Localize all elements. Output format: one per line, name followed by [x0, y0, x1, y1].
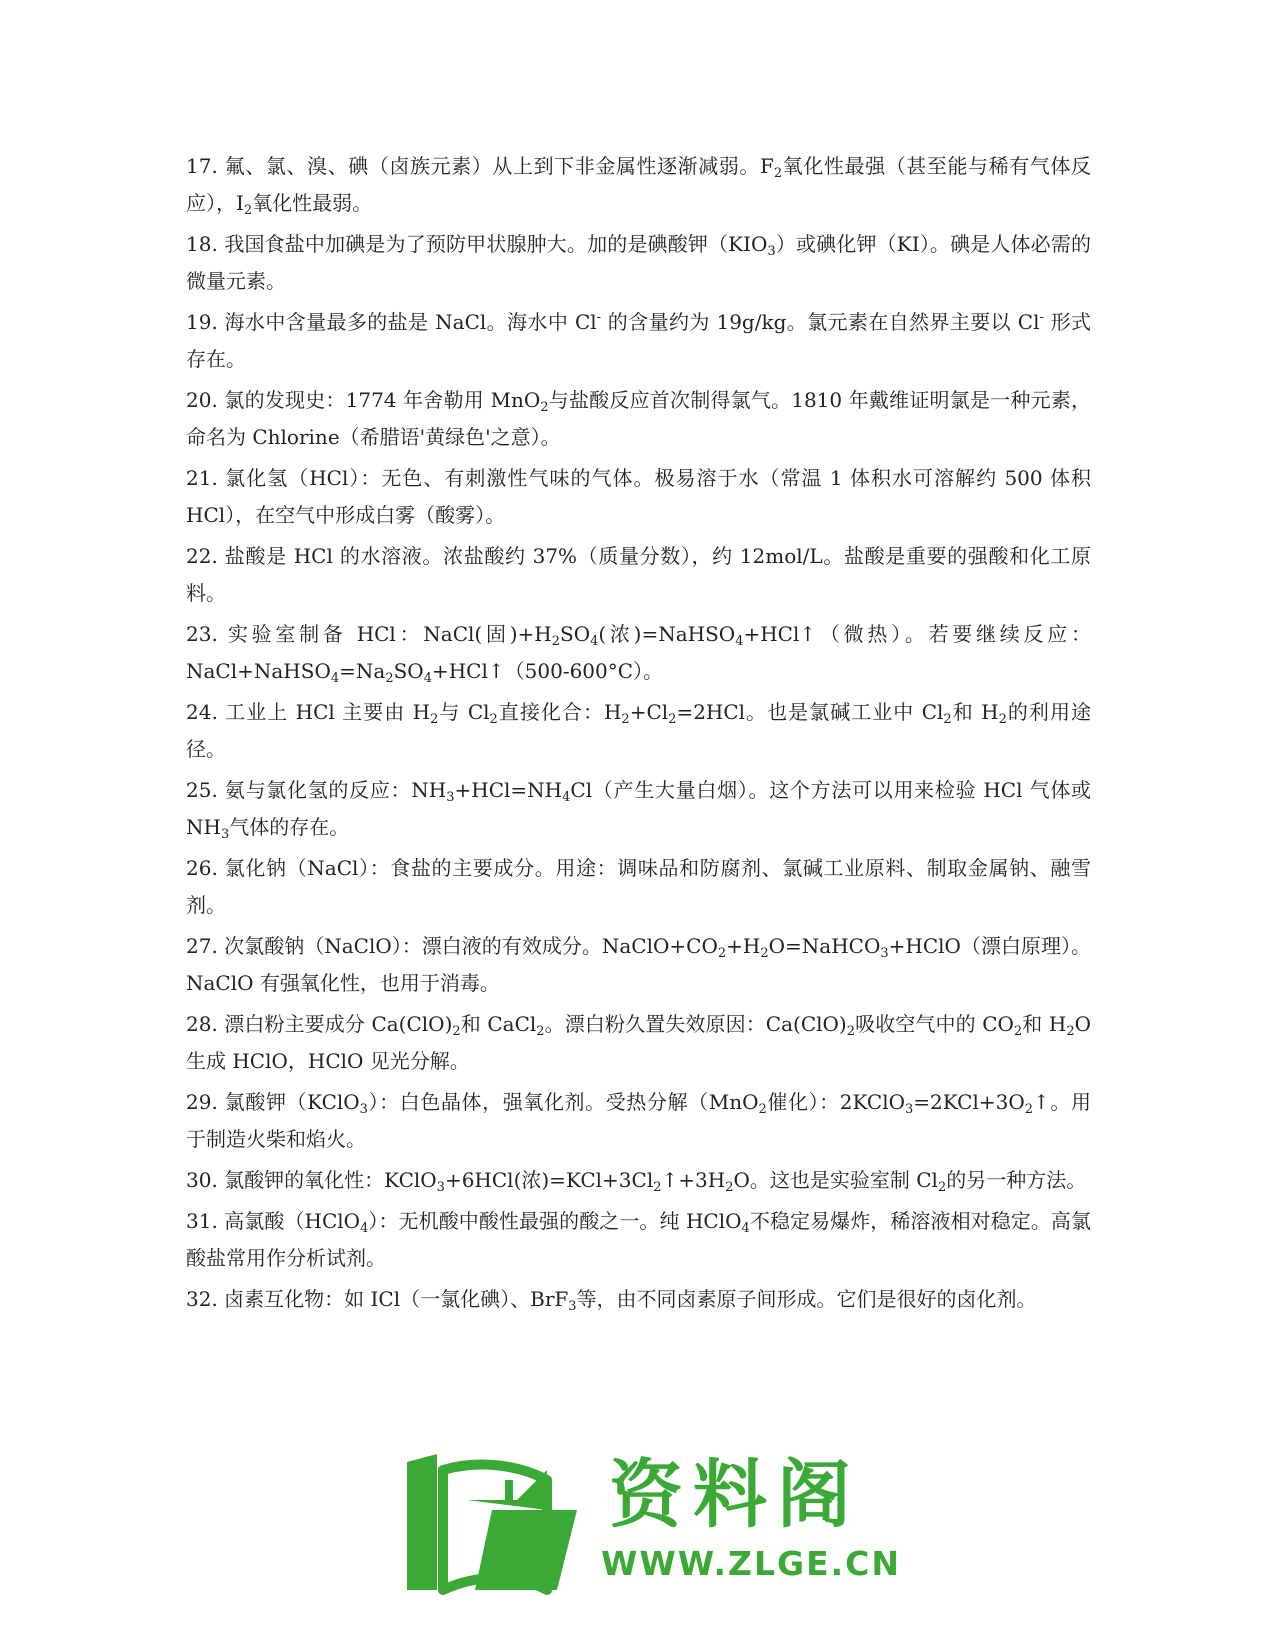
subscript: 2 — [621, 712, 630, 727]
text-segment: +HCl↑（500-600°C）。 — [431, 659, 664, 683]
subscript: 2 — [773, 166, 783, 181]
text-segment: 22. 盐酸是 HCl 的水溶液。浓盐酸约 37%（质量分数），约 12mol/L。盐酸是重要的强酸和化工原料。 — [186, 544, 1091, 605]
text-segment: 23. 实验室制备 HCl：NaCl(固)+H — [186, 622, 552, 646]
text-segment: =Na — [339, 659, 386, 683]
subscript: 2 — [943, 712, 952, 727]
text-segment: +6HCl(浓)=KCl+3Cl — [444, 1168, 654, 1192]
list-item — [186, 538, 1091, 612]
subscript: 2 — [452, 1024, 461, 1039]
text-segment: 氧化性最弱。 — [252, 191, 373, 215]
text-segment: 24. 工业上 HCl 主要由 H — [186, 700, 431, 724]
list-item — [186, 1006, 1091, 1080]
text-segment: 的利用途径。 — [186, 700, 1091, 761]
subscript: 2 — [653, 1180, 662, 1195]
subscript: 3 — [568, 1299, 577, 1314]
text-segment: 32. 卤素互化物：如 ICl（一氯化碘）、BrF — [186, 1287, 569, 1311]
subscript: 2 — [717, 946, 727, 961]
subscript: 2 — [1066, 1024, 1075, 1039]
text-segment: ）或碘化钾（KI）。碘是人体必需的微量元素。 — [186, 232, 1091, 293]
subscript: 3 — [436, 1180, 445, 1195]
text-segment: 20. 氯的发现史：1774 年舍勒用 MnO — [186, 388, 541, 412]
subscript: 2 — [1024, 1102, 1034, 1117]
list-item — [186, 1084, 1091, 1158]
subscript: 3 — [446, 790, 455, 805]
text-segment: +H — [726, 934, 761, 958]
list-item — [186, 1203, 1091, 1277]
list-item — [186, 460, 1091, 534]
text-segment: 25. 氨与氯化氢的反应：NH — [186, 778, 447, 802]
text-segment: 不稳定易爆炸，稀溶液相对稳定。高氯酸盐常用作分析试剂。 — [186, 1209, 1091, 1270]
subscript: 4 — [360, 1221, 369, 1236]
subscript: 2 — [430, 712, 439, 727]
subscript: 3 — [880, 946, 889, 961]
subscript: 4 — [741, 1221, 750, 1236]
text-segment: 形式存在。 — [186, 310, 1092, 371]
text-segment: =2HCl。也是氯碱工业中 Cl — [676, 700, 944, 724]
text-segment: SO — [560, 622, 591, 646]
subscript: 2 — [243, 203, 253, 218]
list-item — [186, 616, 1091, 690]
subscript: 3 — [359, 1102, 368, 1117]
text-segment: 催化）：2KClO — [766, 1090, 906, 1114]
text-segment: 29. 氯酸钾（KClO — [186, 1090, 360, 1114]
text-segment: +HCl↑（微热）。若要继续反应：NaCl+NaHSO — [186, 622, 1092, 683]
subscript: 2 — [758, 1102, 767, 1117]
book-icon — [397, 1450, 607, 1600]
subscript: 2 — [998, 712, 1007, 727]
text-segment: +Cl — [629, 700, 669, 724]
text-segment: 31. 高氯酸（HClO — [186, 1209, 361, 1233]
text-segment: 17. 氟、氯、溴、碘（卤族元素）从上到下非金属性逐渐减弱。F — [186, 154, 774, 178]
text-segment: +HCl=NH — [454, 778, 563, 802]
list-item — [186, 928, 1091, 1002]
subscript: 4 — [330, 671, 340, 686]
text-segment: 的另一种方法。 — [946, 1168, 1087, 1192]
text-segment: 吸收空气中的 CO — [855, 1012, 1014, 1036]
subscript: 2 — [725, 1180, 734, 1195]
text-segment: 和 H — [951, 700, 999, 724]
watermark-logo — [397, 1450, 902, 1600]
text-segment: 等，由不同卤素原子间形成。它们是很好的卤化剂。 — [576, 1287, 1037, 1311]
subscript: 2 — [937, 1180, 947, 1195]
text-segment: 气体的存在。 — [229, 815, 350, 839]
text-segment: 与盐酸反应首次制得氯气。1810 年戴维证明氯是一种元素，命名为 Chlorine（希腊语'黄绿色'之意）。 — [186, 388, 1091, 449]
text-segment: O 生成 HClO，HClO 见光分解。 — [186, 1012, 1091, 1073]
list-item — [186, 226, 1091, 300]
subscript: 3 — [220, 827, 230, 842]
subscript: 2 — [536, 1024, 545, 1039]
list-item — [186, 382, 1091, 456]
subscript: 3 — [905, 1102, 914, 1117]
subscript: 2 — [551, 634, 560, 649]
subscript: 3 — [767, 244, 776, 259]
subscript: 2 — [668, 712, 677, 727]
text-segment: =2KCl+3O — [913, 1090, 1025, 1114]
subscript: 2 — [760, 946, 769, 961]
text-segment: 18. 我国食盐中加碘是为了预防甲状腺肿大。加的是碘酸钾（KIO — [186, 232, 768, 256]
superscript: - — [1039, 310, 1044, 325]
subscript: 4 — [590, 634, 599, 649]
text-segment: SO — [393, 659, 424, 683]
text-segment: Cl（产生大量白烟）。这个方法可以用来检验 HCl 气体或 NH — [186, 778, 1091, 839]
list-item — [186, 694, 1091, 768]
subscript: 2 — [1013, 1024, 1023, 1039]
text-segment: ）：白色晶体，强氧化剂。受热分解（MnO — [367, 1090, 759, 1114]
text-segment: 19. 海水中含量最多的盐是 NaCl。海水中 Cl — [186, 310, 597, 334]
text-segment: 氧化性最强（甚至能与稀有气体反应），I — [186, 154, 1091, 215]
text-segment: O。这也是实验室制 Cl — [733, 1168, 938, 1192]
text-segment: 28. 漂白粉主要成分 Ca(ClO) — [186, 1012, 453, 1036]
list-item — [186, 850, 1091, 924]
text-segment: 。漂白粉久置失效原因：Ca(ClO) — [544, 1012, 847, 1036]
text-segment: ↑+3H — [661, 1168, 726, 1192]
text-segment: 30. 氯酸钾的氧化性：KClO — [186, 1168, 437, 1192]
text-segment: 27. 次氯酸钠（NaClO）：漂白液的有效成分。NaClO+CO — [186, 934, 718, 958]
text-segment: ）：无机酸中酸性最强的酸之一。纯 HClO — [368, 1209, 742, 1233]
document-body — [186, 148, 1091, 1322]
text-segment: 21. 氯化氢（HCl）：无色、有刺激性气味的气体。极易溶于水（常温 1 体积水可溶解约 500 体积 HCl），在空气中形成白雾（酸雾）。 — [186, 466, 1091, 527]
text-segment: 和 CaCl — [460, 1012, 537, 1036]
text-segment: 直接化合：H — [497, 700, 622, 724]
text-segment: 和 H — [1022, 1012, 1067, 1036]
logo-url: WWW.ZLGE.CN — [601, 1544, 902, 1583]
subscript: 4 — [423, 671, 432, 686]
list-item — [186, 1162, 1091, 1199]
list-item — [186, 772, 1091, 846]
subscript: 4 — [735, 634, 744, 649]
logo-brand-text: 资料阁 — [609, 1452, 861, 1538]
subscript: 4 — [562, 790, 571, 805]
text-segment: (浓)=NaHSO — [598, 622, 736, 646]
text-segment: O=NaHCO — [768, 934, 881, 958]
text-segment: +HClO（漂白原理）。NaClO 有强氧化性，也用于消毒。 — [186, 934, 1091, 995]
list-item — [186, 304, 1091, 378]
list-item — [186, 148, 1091, 222]
subscript: 2 — [846, 1024, 856, 1039]
subscript: 2 — [489, 712, 498, 727]
text-segment: 与 Cl — [438, 700, 490, 724]
superscript: - — [596, 310, 602, 325]
subscript: 2 — [385, 671, 394, 686]
list-item — [186, 1281, 1091, 1318]
text-segment: 26. 氯化钠（NaCl）：食盐的主要成分。用途：调味品和防腐剂、氯碱工业原料、制取金属钠、融雪剂。 — [186, 856, 1091, 917]
subscript: 2 — [540, 400, 549, 415]
text-segment: ↑。用于制造火柴和焰火。 — [186, 1090, 1092, 1151]
text-segment: 的含量约为 19g/kg。氯元素在自然界主要以 Cl — [601, 310, 1040, 334]
